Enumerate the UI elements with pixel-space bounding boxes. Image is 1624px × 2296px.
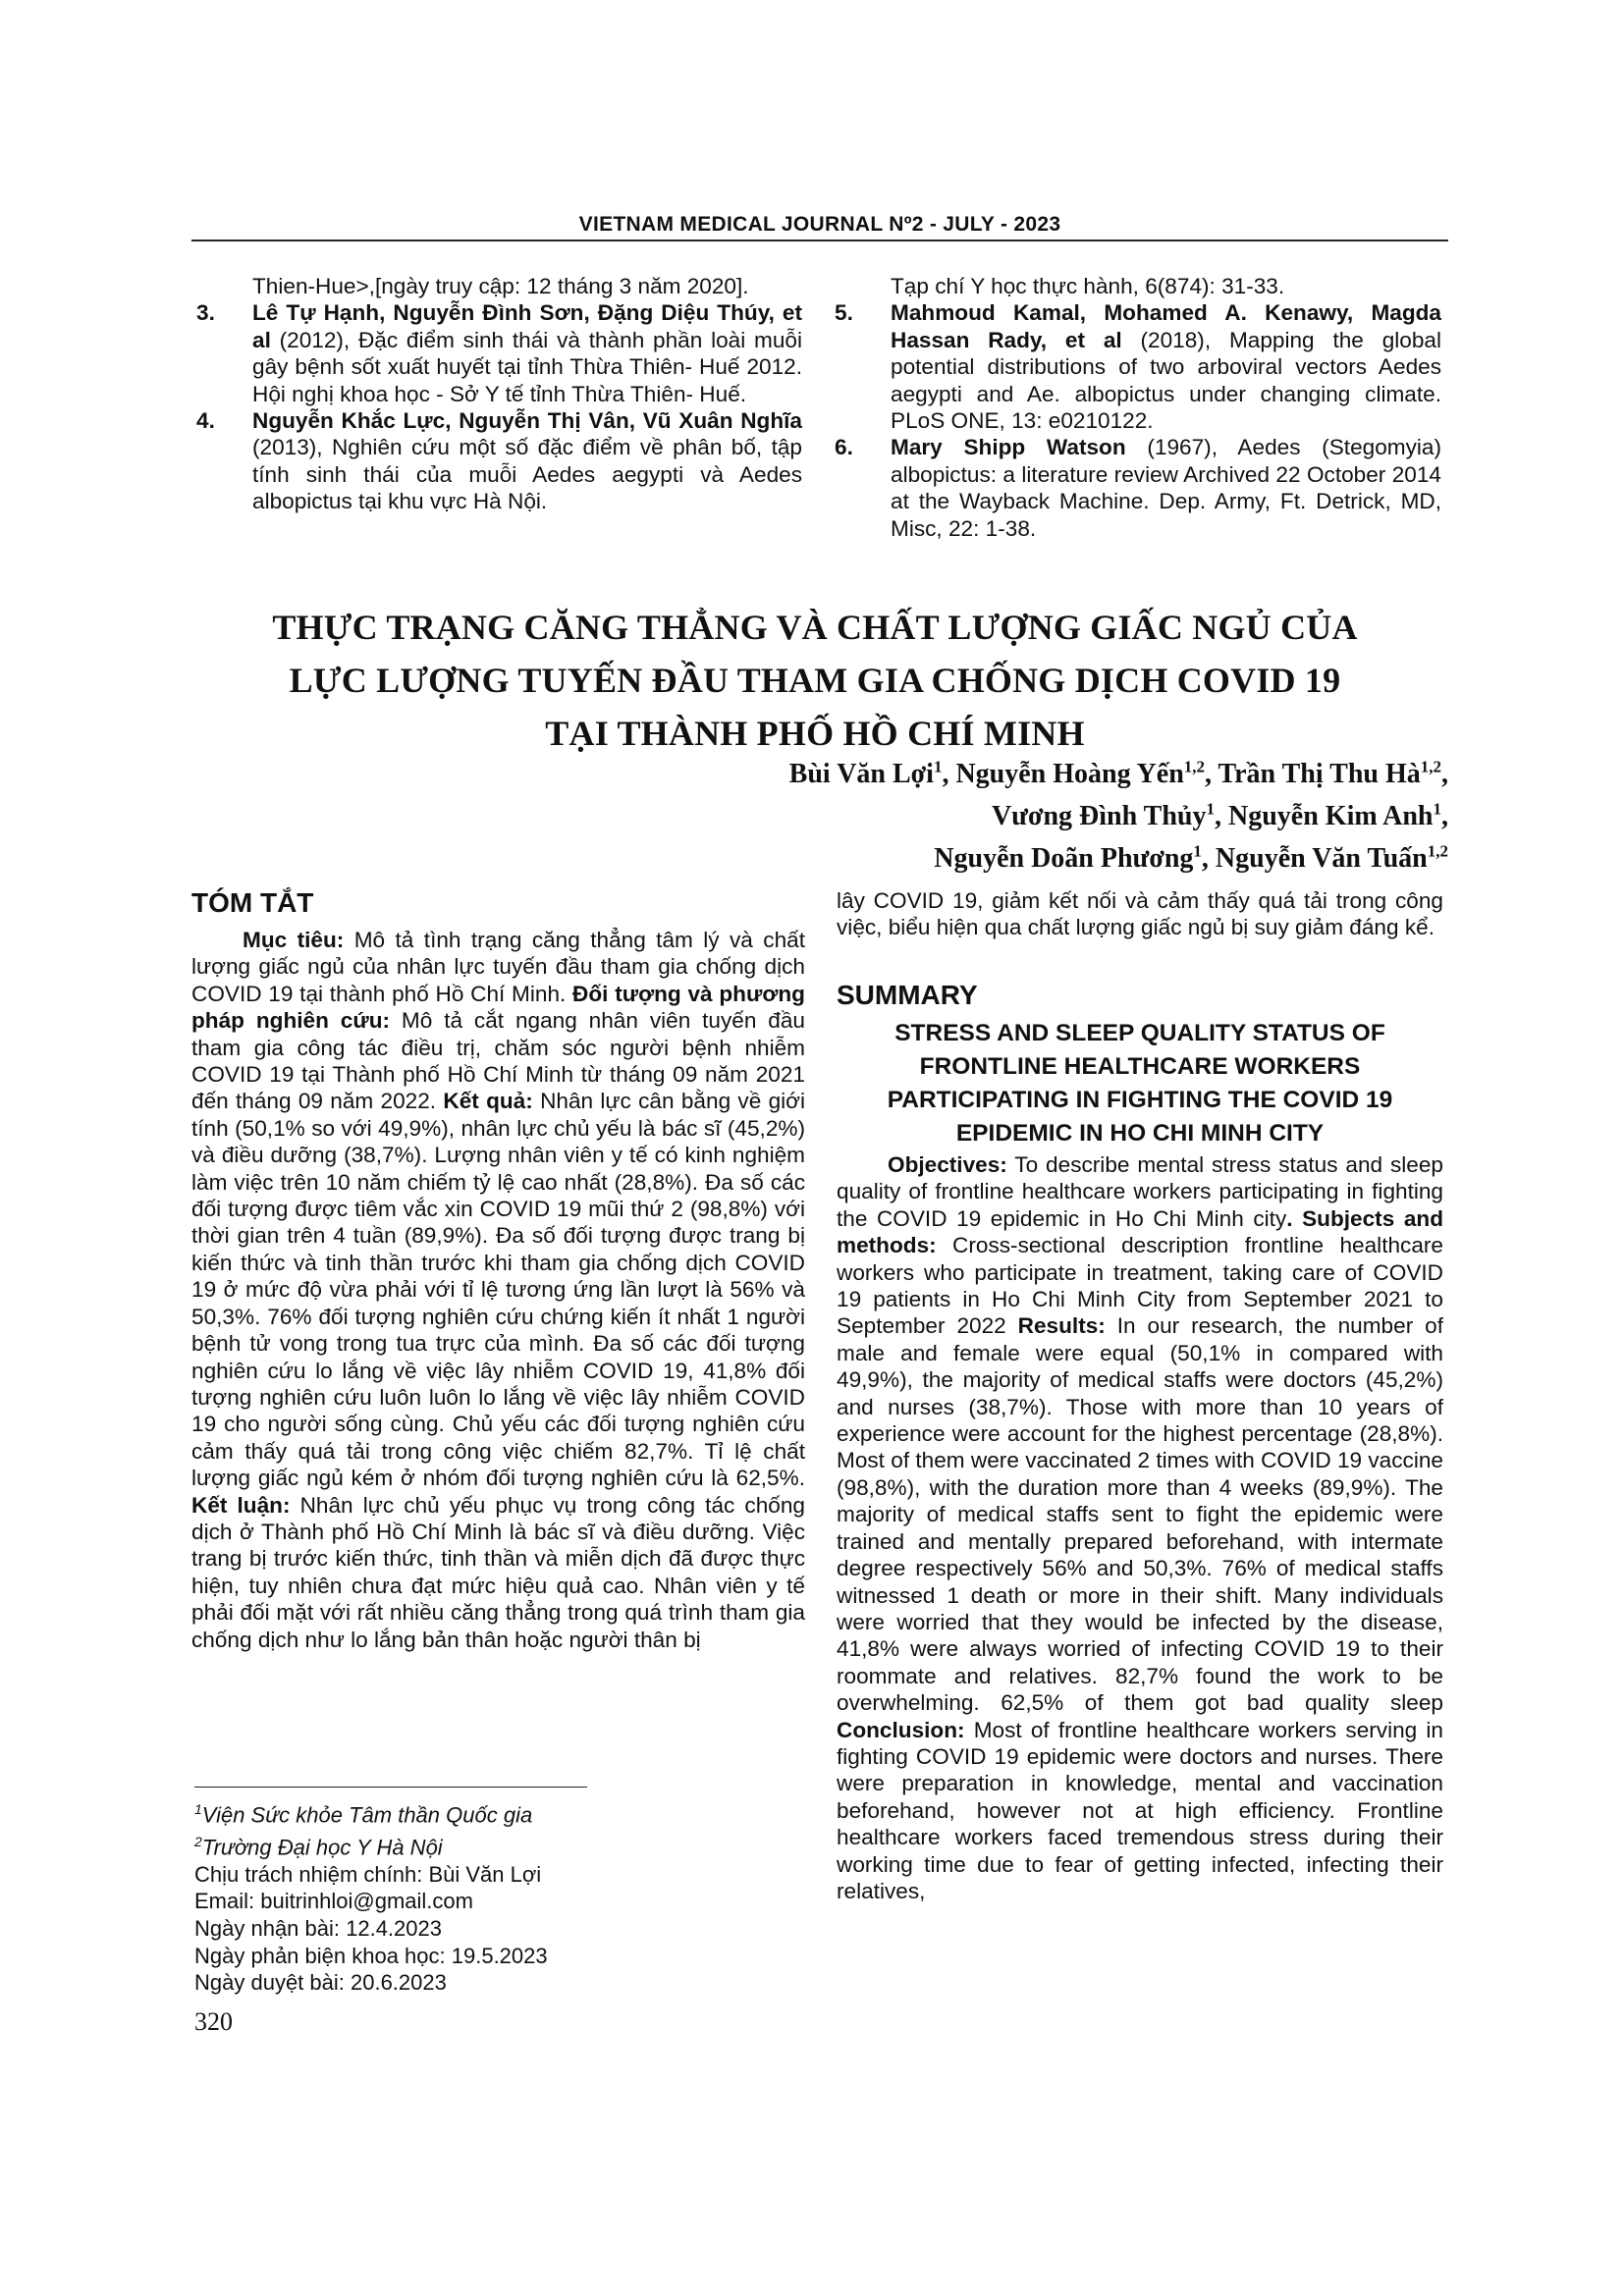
received-date: Ngày nhận bài: 12.4.2023 — [194, 1916, 442, 1942]
author-separator: , — [1205, 759, 1218, 789]
reference-authors: Mary Shipp Watson — [891, 435, 1126, 460]
summary-title: STRESS AND SLEEP QUALITY STATUS OF FRONTLINE HEALTHCARE WORKERS PARTICIPATING IN FIGHTING THE COVID 19 EPIDEMIC IN HO CHI MINH CITY — [887, 1020, 1393, 1147]
reference-continuation — [835, 273, 1441, 299]
author-name: Vương Đình Thủy — [991, 801, 1207, 831]
reference-item — [196, 407, 802, 515]
affiliation-1 — [194, 1796, 784, 1829]
reference-number: 4. — [196, 408, 215, 434]
affiliation-text: Viện Sức khỏe Tâm thần Quốc gia — [201, 1802, 533, 1828]
author-affiliation: 1,2 — [1183, 757, 1206, 776]
reference-text: Thien-Hue>,[ngày truy cập: 12 tháng 3 năm 2020]. — [252, 274, 749, 298]
author-separator: , — [1441, 801, 1448, 831]
reference-item — [196, 299, 802, 407]
methods-text: Mô tả cắt ngang nhân viên tuyến đầu tham gia công tác điều trị, chăm sóc người bệnh nhiễm COVID 19 tại Thành phố Hồ Chí Minh từ tháng 09 năm 2021 đến tháng 09 năm 2022. — [191, 1008, 806, 1114]
reference-authors: Lê Tự Hạnh, Nguyễn Đình Sơn, Đặng Diệu Thúy, et al — [252, 300, 802, 352]
author-name: Nguyễn Kim Anh — [1228, 801, 1434, 831]
abstract-vn-continuation — [837, 887, 1443, 941]
objectives-text: To describe mental stress status and sleep quality of frontline healthcare workers participating in fighting the COVID 19 epidemic in Ho Chi Minh city — [837, 1152, 1443, 1231]
abstract-vn-paragraph — [191, 927, 805, 1653]
abstract-vn-continuation-text: lây COVID 19, giảm kết nối và cảm thấy quá tải trong công việc, biểu hiện qua chất lượng giấc ngủ bị suy giảm đáng kể. — [837, 888, 1443, 940]
results-label: Results: — [1017, 1313, 1106, 1339]
reference-authors: Mahmoud Kamal, Mohamed A. Kenawy, Magda Hassan Rady, et al — [891, 300, 1441, 352]
author-affiliation: 1 — [1193, 841, 1202, 861]
methods-label: Đối tượng và phương pháp nghiên cứu: — [191, 981, 805, 1034]
affiliation-number: 1 — [194, 1801, 202, 1817]
summary-paragraph — [837, 1151, 1443, 1904]
accepted-date: Ngày duyệt bài: 20.6.2023 — [194, 1970, 447, 1996]
references-right-column — [835, 273, 1441, 542]
reference-text: (2013), Nghiên cứu một số đặc điểm về phân bố, tập tính sinh thái của muỗi Aedes aegypti và Aedes albopictus tại khu vực Hà Nội. — [252, 435, 802, 514]
author-name: Trần Thị Thu Hà — [1218, 759, 1421, 789]
author-line — [550, 753, 1448, 795]
author-separator: , — [942, 759, 956, 789]
title-line: LỰC LƯỢNG TUYẾN ĐẦU THAM GIA CHỐNG DỊCH COVID 19 — [289, 661, 1341, 700]
reference-item — [835, 299, 1441, 434]
objective-text: Mô tả tình trạng căng thẳng tâm lý và chất lượng giấc ngủ của nhân lực tuyến đầu tham gia chống dịch COVID 19 tại thành phố Hồ Chí Minh. — [191, 928, 805, 1006]
conclusion-label: Kết luận: — [191, 1492, 291, 1518]
reference-text: (2018), Mapping the global potential distributions of two arboviral vectors Aedes aegypti and Ae. albopictus under changing climate. PLoS ONE, 13: e0210122. — [891, 327, 1442, 434]
author-affiliation: 1 — [933, 757, 943, 776]
author-affiliation: 1 — [1206, 799, 1215, 819]
abstract-vn-heading: TÓM TẮT — [191, 887, 314, 918]
conclusion-text: Most of frontline healthcare workers serving in fighting COVID 19 epidemic were doctors and nurses. There were preparation in knowledge, mental and vaccination beforehand, however not at high efficiency. Frontline healthcare workers faced tremendous stress during their working time due to fear of getting infected, infecting their relatives, — [837, 1717, 1443, 1903]
methods-label: . Subjects and methods: — [837, 1205, 1443, 1258]
references-left-column — [196, 273, 802, 515]
email: Email: buitrinhloi@gmail.com — [194, 1889, 473, 1914]
author-affiliation: 1,2 — [1427, 841, 1448, 861]
author-separator: , — [1441, 759, 1448, 789]
abstract-vn-body — [191, 927, 805, 1653]
author-affiliation: 1,2 — [1420, 757, 1441, 776]
corresponding-author: Chịu trách nhiệm chính: Bùi Văn Lợi — [194, 1861, 542, 1887]
reference-number: 3. — [196, 300, 215, 326]
results-label: Kết quả: — [443, 1089, 533, 1114]
reference-continuation — [196, 273, 802, 299]
author-name: Nguyễn Doãn Phương — [934, 843, 1194, 874]
footnotes — [194, 1796, 784, 1997]
author-line — [550, 795, 1448, 837]
affiliation-text: Trường Đại học Y Hà Nội — [201, 1835, 443, 1860]
reference-number: 6. — [835, 435, 853, 460]
affiliation-number: 2 — [194, 1833, 202, 1849]
author-affiliation: 1 — [1433, 799, 1441, 819]
reference-authors: Nguyễn Khắc Lực, Nguyễn Thị Vân, Vũ Xuân Nghĩa — [252, 408, 802, 434]
reviewed-date: Ngày phản biện khoa học: 19.5.2023 — [194, 1943, 548, 1968]
author-list — [550, 753, 1448, 880]
author-line — [550, 837, 1448, 880]
reference-text: (2012), Đặc điểm sinh thái và thành phần loài muỗi gây bệnh sốt xuất huyết tại tỉnh Thừa Thiên- Huế 2012. Hội nghị khoa học - Sở Y tế tỉnh Thừa Thiên- Huế. — [252, 327, 802, 406]
summary-body — [837, 1151, 1443, 1904]
objectives-label: Objectives: — [888, 1152, 1007, 1177]
title-line: TẠI THÀNH PHỐ HỒ CHÍ MINH — [545, 714, 1085, 753]
author-separator: , — [1215, 801, 1228, 831]
author-name: Nguyễn Văn Tuấn — [1215, 843, 1428, 874]
conclusion-label: Conclusion: — [837, 1717, 965, 1742]
conclusion-text: Nhân lực chủ yếu phục vụ trong công tác chống dịch ở Thành phố Hồ Chí Minh là bác sĩ và điều dưỡng. Việc trang bị trước kiến thức, tinh thần và miễn dịch đã được thực hiện, tuy nhiên chưa đạt mức hiệu quả cao. Nhân viên y tế phải đối mặt với rất nhiều căng thẳng trong quá trình tham gia chống dịch như lo lắng bản thân hoặc người thân bị — [191, 1492, 805, 1652]
reference-text: Tạp chí Y học thực hành, 6(874): 31-33. — [891, 274, 1285, 298]
reference-number: 5. — [835, 300, 853, 326]
results-text: Nhân lực cân bằng về giới tính (50,1% so với 49,9%), nhân lực chủ yếu là bác sĩ (45,2%) và điều dưỡng (38,7%). Lượng nhân viên y tế có kinh nghiệm làm việc trên 10 năm chiếm tỷ lệ cao nhất (28,8%). Đa số các đối tượng được tiêm vắc xin COVID 19 mũi thứ 2 (98,8%) với thời gian trên 4 tuần (89,9%). Đa số đối tượng được trang bị kiến thức và tinh thần trước khi tham gia chống dịch COVID 19 ở mức độ vừa phải với tỉ lệ tương ứng lần lượt là 56% và 50,3%. 76% đối tượng nghiên cứu chứng kiến ít nhất 1 người bệnh tử vong trong tua trực của mình. Đa số các đối tượng nghiên cứu lo lắng về việc lây nhiễm COVID 19, 41,8% đối tượng nghiên cứu luôn luôn lo lắng về việc lây nhiễm COVID 19 cho người sống cùng. Chủ yếu các đối tượng nghiên cứu cảm thấy quá tải trong công việc chiếm 82,7%. Tỉ lệ chất lượng giấc ngủ kém ở nhóm đối tượng nghiên cứu là 62,5%. — [191, 1089, 806, 1491]
author-name: Bùi Văn Lợi — [788, 759, 934, 789]
running-header: VIETNAM MEDICAL JOURNAL Nº2 - JULY - 2023 — [578, 213, 1061, 236]
title-line: THỰC TRẠNG CĂNG THẲNG VÀ CHẤT LƯỢNG GIẤC NGỦ CỦA — [272, 608, 1358, 647]
objective-label: Mục tiêu: — [243, 928, 345, 952]
results-text: In our research, the number of male and female were equal (50,1% in compared with 49,9%), the majority of medical staffs were doctors (45,2%) and nurses (38,7%). Those with more than 10 years of experience were account for the highest percentage (28,8%). Most of them were vaccinated 2 times with COVID 19 vaccine (98,8%), with the duration more than 4 weeks (89,9%). The majority of medical staffs sent to fight the epidemic were trained and mentally prepared beforehand, with intermate degree respectively 56% and 50,3%. 76% of medical staffs witnessed 1 death or more in their shift. Many individuals were worried that they would be infected by the disease, 41,8% were always worried of infecting COVID 19 to their roommate and relatives. 82,7% found the work to be overwhelming. 62,5% of them got bad quality sleep — [837, 1313, 1443, 1716]
author-separator: , — [1201, 843, 1216, 874]
author-name: Nguyễn Hoàng Yến — [955, 759, 1184, 789]
footnote-rule — [194, 1787, 587, 1788]
reference-text: (1967), Aedes (Stegomyia) albopictus: a literature review Archived 22 October 2014 at the Wayback Machine. Dep. Army, Ft. Detrick, MD, Misc, 22: 1-38. — [891, 435, 1442, 541]
header-rule — [191, 240, 1448, 241]
methods-text: Cross-sectional description frontline healthcare workers who participate in treatment, taking care of COVID 19 patients in Ho Chi Minh City from September 2021 to September 2022 — [837, 1233, 1443, 1339]
reference-item — [835, 434, 1441, 542]
affiliation-2 — [194, 1829, 784, 1861]
page-number: 320 — [194, 2007, 233, 2036]
summary-heading: SUMMARY — [837, 980, 978, 1010]
article-title — [226, 601, 1404, 760]
